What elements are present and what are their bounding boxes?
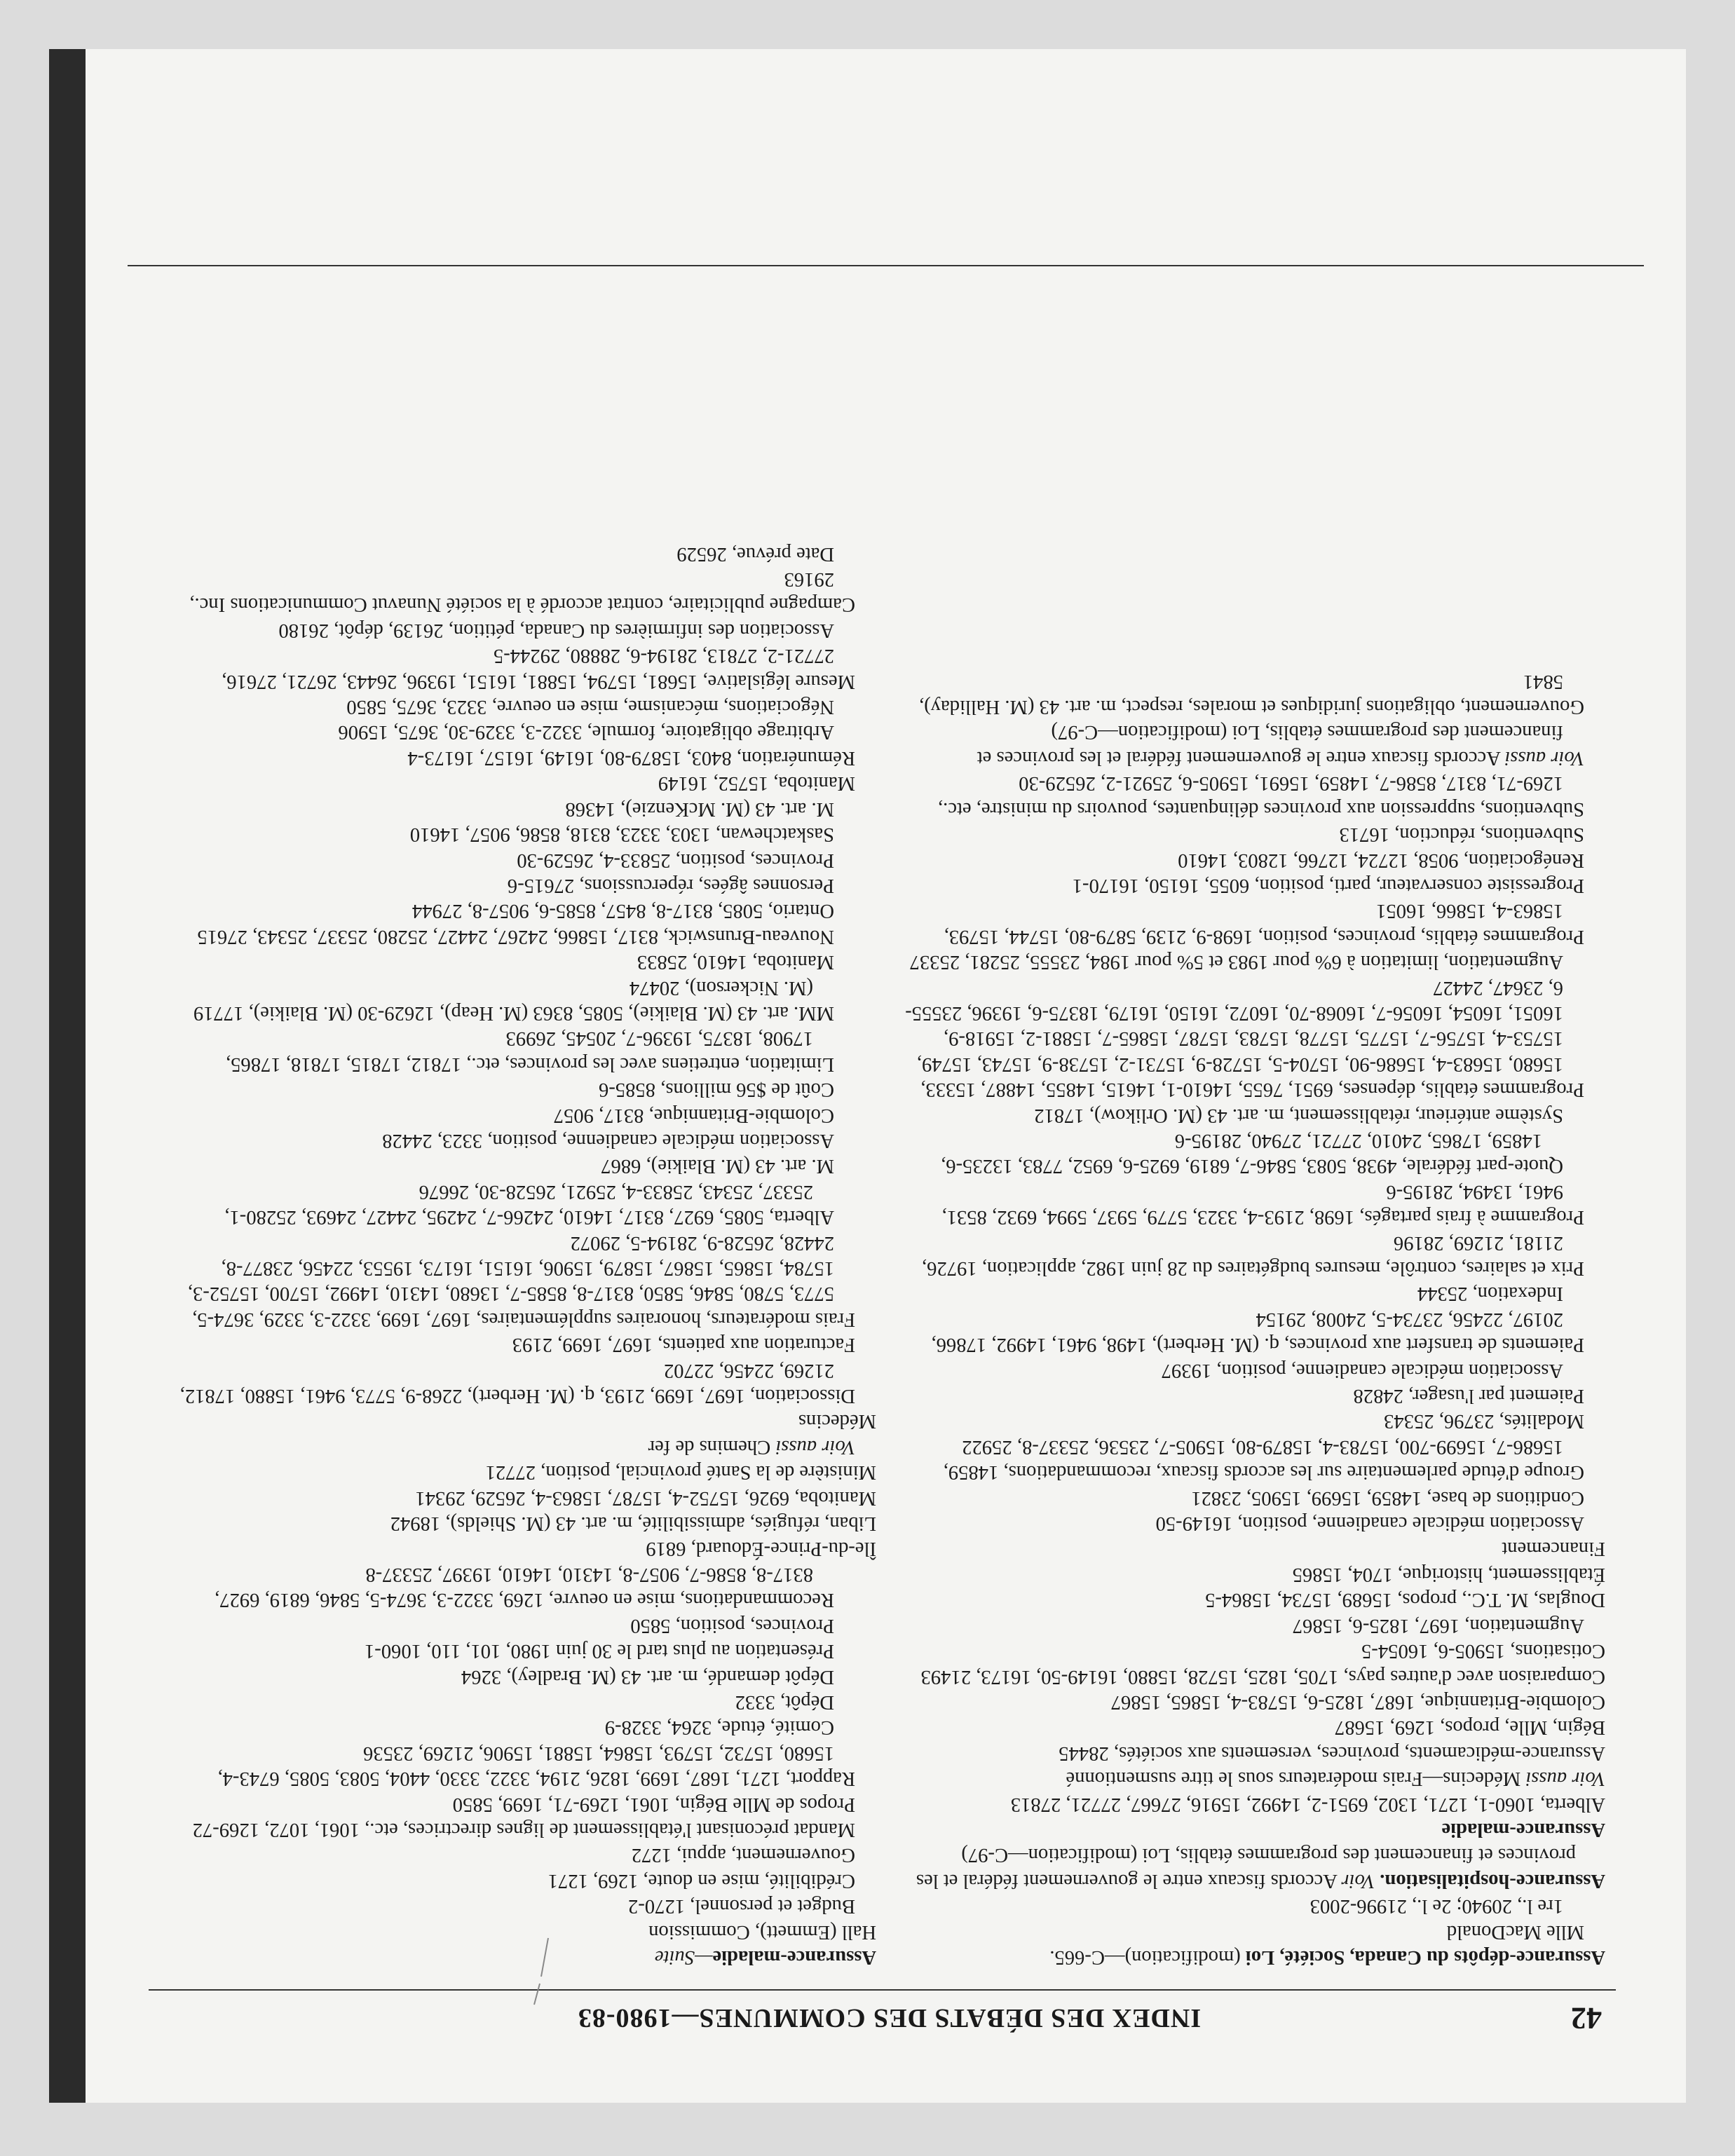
entry-text: Cotisations, 15905-6, 16054-5	[1361, 1640, 1605, 1663]
index-entry	[904, 949, 1605, 974]
entry-heading: Assurance-dépôts du Canada, Société, Loi	[1245, 1946, 1605, 1968]
entry-text: Prix et salaires, contrôle, mesures budgétaires du 28 juin 1982, application, 19726, 21181, 21269, 28196	[922, 1231, 1584, 1280]
entry-text: Comité, étude, 3264, 3328-9	[604, 1717, 834, 1739]
index-entry	[175, 566, 876, 618]
index-entry	[175, 1408, 876, 1433]
entry-text: Association médicale canadienne, position, 16149-50	[1155, 1513, 1584, 1535]
index-entry	[175, 923, 876, 948]
entry-text: Manitoba, 14610, 25833	[637, 951, 834, 974]
entry-text: Colombie-Britannique, 1687, 1825-6, 15783-4, 15865, 15867	[1110, 1691, 1605, 1713]
entry-text: Mesure législative, 15681, 15794, 15881, 16151, 19396, 26443, 26721, 27616, 27721-2, 27813, 28194-6, 28880, 29244-5	[222, 645, 855, 692]
index-entry	[175, 898, 876, 923]
entry-text: Association médicale canadienne, position, 3323, 24428	[382, 1130, 834, 1152]
entry-text: Nouveau-Brunswick, 8317, 15866, 24267, 24427, 25280, 25337, 25343, 27615	[197, 925, 834, 948]
entry-cross-reference: Voir aussi	[775, 1435, 855, 1458]
index-entry	[904, 1791, 1605, 1816]
entry-text: Manitoba, 15752, 16149	[658, 772, 855, 795]
index-entry	[904, 1817, 1605, 1842]
entry-text: Hall (Emmett), Commission	[648, 1920, 876, 1943]
entry-text: Programmes établis, dépenses, 6951, 7655, 14610-1, 14615, 14855, 14887, 15333, 15680, 15683-4, 15686-90, 15704-5, 15728-9, 15731-2, 15738-9, 15743, 15749, 15753-4, 15756-7, 15775, 15778, 15783, 15787, 15865-7, 15881-2, 15918-9, 16051, 16054, 16056-7, 16068-70, 16072, 16150, 16179, 18375-6, 19396, 23555-6, 23647, 24427	[905, 976, 1584, 1101]
entry-text: Augmentation, limitation à 6% pour 1983 et 5% pour 1984, 23555, 25281, 25337	[909, 951, 1563, 974]
index-entry	[175, 1178, 876, 1229]
index-entry	[175, 694, 876, 719]
entry-text: Accords fiscaux entre le gouvernement fédéral et les provinces et financement des programmes établis, Loi (modification—C-97)	[977, 721, 1563, 769]
index-entry	[904, 1178, 1605, 1229]
index-entry	[175, 1229, 876, 1332]
entry-text: Gouvernement, appui, 1272	[631, 1844, 855, 1867]
entry-text: Médecins	[798, 1410, 876, 1433]
index-entry	[904, 1485, 1605, 1510]
entry-text: Personnes âgées, répercussions, 27615-6	[507, 874, 834, 896]
entry-text: Frais modérateurs, honoraires supplémentaires, 1697, 1699, 3322-3, 3329, 3674-5, 5773, 5780, 5846, 5850, 8317-8, 8585-7, 13680, 14310, 14992, 15700, 15752-3, 15784, 15865, 15867, 15879, 15906, 16151, 16173, 19553, 22456, 23877-8, 24428, 26528-9, 28194-5, 29072	[187, 1231, 855, 1330]
entry-text: Mandat préconisant l'établissement de lignes directrices, etc., 1061, 1072, 1269-72	[192, 1818, 855, 1841]
entry-text: Mlle MacDonald	[1446, 1920, 1584, 1943]
index-entry	[175, 847, 876, 872]
entry-text: Alberta, 5085, 6927, 8317, 14610, 24266-7, 24295, 24427, 24693, 25280-1, 25337, 25343, 25833-4, 25921, 26528-30, 26676	[224, 1180, 834, 1229]
index-entry	[904, 1612, 1605, 1637]
index-entry	[904, 1944, 1605, 1970]
entry-text: Association des infirmières du Canada, pétition, 26139, dépôt, 26180	[278, 619, 834, 641]
entry-text: Crédibilité, mise en doute, 1269, 1271	[547, 1869, 855, 1892]
entry-text: Modalités, 23796, 25343	[1384, 1410, 1584, 1433]
index-entry	[904, 974, 1605, 1102]
index-entry	[904, 821, 1605, 847]
entry-text: Progressiste conservateur, parti, position, 6055, 16150, 16170-1	[1072, 874, 1584, 896]
index-entry	[904, 1433, 1605, 1485]
entry-cross-reference: Voir aussi	[1504, 746, 1584, 769]
entry-text: Établissement, historique, 1704, 15865	[1292, 1563, 1605, 1585]
index-entry	[175, 821, 876, 847]
index-entry	[175, 1510, 876, 1536]
index-entry	[175, 617, 876, 642]
entry-text: Douglas, M. T.C., propos, 15689, 15734, 15864-5	[1205, 1589, 1605, 1611]
entry-text: (modification)—C-665.	[1049, 1946, 1246, 1968]
entry-cross-reference: Voir aussi	[1525, 1768, 1605, 1790]
entry-text: M. art. 43 (M. McKenzie), 14368	[565, 798, 834, 820]
index-entry	[175, 974, 876, 1025]
index-entry	[904, 1128, 1605, 1179]
pencil-mark-icon	[520, 1935, 569, 2012]
index-entry	[175, 1714, 876, 1740]
entry-text: Négociations, mécanisme, mise en oeuvre, 3323, 3675, 5850	[346, 696, 834, 718]
index-entry	[904, 1740, 1605, 1765]
entry-text: Paiements de transfert aux provinces, q. (M. Herbert), 1498, 9461, 14992, 17866, 20197, 22456, 23734-5, 24008, 29154	[931, 1308, 1584, 1356]
index-entry	[175, 1102, 876, 1127]
index-entry	[904, 1689, 1605, 1714]
entry-text: Paiement par l'usager, 24828	[1353, 1385, 1584, 1407]
entry-text: Alberta, 1060-1, 1271, 1302, 6951-2, 14992, 15916, 27667, 27721, 27813	[1010, 1793, 1605, 1815]
index-entry	[175, 1562, 876, 1613]
index-entry	[175, 949, 876, 974]
left-index-column	[904, 280, 1605, 1970]
index-entry	[175, 1842, 876, 1867]
index-entry	[175, 1153, 876, 1178]
page-title: INDEX DES DÉBATS DES COMMUNES—1980-83	[577, 2003, 1202, 2033]
index-entry	[904, 668, 1605, 719]
entry-text: Bégin, Mlle, propos, 1269, 15687	[1334, 1717, 1605, 1739]
entry-text: Augmentation, 1697, 1825-6, 15867	[1292, 1614, 1584, 1637]
entry-text: Provinces, position, 5850	[630, 1614, 834, 1637]
entry-text: Budget et personnel, 1270-2	[628, 1895, 855, 1918]
entry-text: Subventions, suppression aux provinces délinquantes, pouvoirs du ministre, etc., 1269-71, 8317, 8586-7, 14859, 15691, 15905-6, 25921-2, 26529-30	[937, 772, 1584, 820]
entry-cross-reference: —Suite	[654, 1946, 713, 1968]
entry-text: Date prévue, 26529	[676, 543, 834, 565]
entry-text: Propos de Mlle Bégin, 1061, 1269-71, 1699, 5850	[452, 1793, 855, 1815]
index-entry	[904, 1842, 1605, 1893]
entry-text: Recommandations, mise en oeuvre, 1269, 3322-3, 3674-5, 5846, 6819, 6927, 8317-8, 8586-7, 9057-8, 14310, 14610, 19397, 25337-8	[215, 1563, 834, 1611]
index-entry	[904, 1663, 1605, 1688]
index-entry	[904, 847, 1605, 872]
header-rule	[149, 1989, 1616, 1991]
index-entry	[175, 1638, 876, 1663]
entry-text: Présentation au plus tard le 30 juin 1980, 101, 110, 1060-1	[364, 1640, 834, 1663]
index-entry	[175, 1791, 876, 1816]
index-entry	[175, 1817, 876, 1842]
index-entry	[904, 1562, 1605, 1587]
index-entry	[904, 1766, 1605, 1791]
entry-text: Liban, réfugiés, admissibilité, m. art. 43 (M. Shields), 18942	[390, 1513, 876, 1535]
footer-rule	[128, 265, 1644, 266]
index-entry	[175, 1689, 876, 1714]
rotated-page-content	[86, 49, 1686, 2103]
index-entry	[175, 1128, 876, 1153]
index-entry	[904, 770, 1605, 821]
entry-text: Groupe d'étude parlementaire sur les accords fiscaux, recommandations, 14859, 15686-7, 15699-700, 15783-4, 15879-80, 15905-7, 23536, 25337-8, 25922	[943, 1435, 1584, 1484]
index-entry	[904, 873, 1605, 898]
entry-text: 1re l., 20940; 2e l., 21996-2003	[1309, 1895, 1563, 1918]
entry-text: Chemins de fer	[648, 1435, 776, 1458]
index-entry	[904, 1510, 1605, 1536]
index-entry	[175, 719, 876, 744]
index-entry	[904, 1306, 1605, 1357]
right-index-column	[175, 280, 876, 1970]
entry-text: Rapport, 1271, 1687, 1699, 1826, 2194, 3322, 3330, 4404, 5083, 5085, 6743-4, 15680, 15732, 15793, 15864, 15881, 15906, 21269, 23536	[217, 1742, 855, 1790]
entry-text: MM. art. 43 (M. Blaikie), 5085, 8363 (M. Heap), 12629-30 (M. Blaikie), 17719 (M. Nickerson), 20474	[193, 976, 834, 1024]
scan-edge-shadow	[49, 49, 86, 2103]
index-entry	[904, 719, 1605, 770]
entry-text: Arbitrage obligatoire, formule, 3322-3, 3329-30, 3675, 15906	[338, 721, 834, 744]
entry-text: Manitoba, 6926, 15752-4, 15787, 15863-4, 26529, 29341	[415, 1487, 876, 1509]
entry-text: Renégociation, 9058, 12724, 12766, 12803, 14610	[1178, 849, 1584, 871]
entry-text: Île-du-Prince-Édouard, 6819	[646, 1538, 876, 1560]
entry-text: Dépôt demandé, m. art. 43 (M. Bradley), 3264	[461, 1665, 834, 1688]
entry-text: Campagne publicitaire, contrat accordé à la société Nunavut Communications Inc., 29163	[189, 568, 855, 616]
entry-text: Quote-part fédérale, 4938, 5083, 5846-7, 6819, 6925-6, 6952, 7783, 13235-6, 14859, 17865, 24010, 27721, 27940, 28195-6	[941, 1130, 1563, 1178]
entry-text: Conditions de base, 14859, 15699, 15905, 23821	[1191, 1487, 1584, 1509]
index-entry	[175, 1433, 876, 1459]
index-entry	[175, 643, 876, 694]
index-entry	[175, 796, 876, 821]
paper-sheet	[86, 49, 1686, 2103]
index-entry	[175, 1536, 876, 1561]
index-entry	[175, 540, 876, 566]
entry-heading: Assurance-maladie	[1441, 1818, 1605, 1841]
entry-text: Subventions, réduction, 16713	[1339, 824, 1584, 846]
entry-text: Provinces, position, 25833-4, 26529-30	[517, 849, 834, 871]
index-entry	[175, 1893, 876, 1918]
index-entry	[904, 1893, 1605, 1918]
entry-text: Association médicale canadienne, position, 19397	[1161, 1359, 1563, 1381]
entry-text: Ministère de la Santé provincial, position, 27721	[485, 1461, 876, 1484]
index-entry	[904, 1281, 1605, 1306]
index-entry	[175, 745, 876, 770]
index-entry	[904, 1638, 1605, 1663]
entry-text: Programme à frais partagés, 1698, 2193-4, 3323, 5779, 5937, 5994, 6932, 8531, 9461, 13494, 28195-6	[941, 1180, 1584, 1229]
index-entry	[175, 1612, 876, 1637]
entry-text: Colombie-Britannique, 8317, 9057	[553, 1104, 834, 1126]
entry-text: Indexation, 25344	[1417, 1283, 1563, 1305]
index-entry	[175, 1663, 876, 1688]
index-entry	[904, 898, 1605, 949]
index-entry	[904, 1229, 1605, 1281]
entry-text: Ontario, 5085, 8317-8, 8457, 8585-6, 9057-8, 27944	[411, 900, 834, 922]
page-header	[177, 1994, 1602, 2036]
entry-text: Financement	[1502, 1538, 1605, 1560]
page-number: 42	[1571, 2001, 1602, 2035]
index-entry	[175, 1740, 876, 1791]
entry-text: Programmes établis, provinces, position, 1698-9, 2139, 5879-80, 15744, 15793, 15863-4, 15866, 16051	[944, 900, 1584, 948]
index-entry	[904, 1357, 1605, 1382]
index-entry	[904, 1918, 1605, 1944]
entry-text: Dépôt, 3332	[735, 1691, 834, 1713]
index-entry	[904, 1408, 1605, 1433]
index-entry	[175, 770, 876, 796]
entry-text: Médecins—Frais modérateurs sous le titre susmentionné	[1066, 1768, 1526, 1790]
index-entry	[175, 1867, 876, 1892]
index-entry	[175, 1025, 876, 1077]
index-entry	[904, 1102, 1605, 1127]
index-entry	[904, 1714, 1605, 1740]
index-entry	[175, 1077, 876, 1102]
index-entry	[175, 873, 876, 898]
entry-text: Assurance-médicaments, provinces, versements aux sociétés, 28445	[1059, 1742, 1605, 1764]
index-entry	[904, 1536, 1605, 1561]
entry-text: M. art. 43 (M. Blaikie), 6867	[601, 1155, 834, 1178]
entry-text: Accords fiscaux entre le gouvernement fédéral et les provinces et financement des programmes établis, Loi (modification—C-97)	[916, 1844, 1576, 1892]
index-entry	[904, 1587, 1605, 1612]
index-entry	[904, 1383, 1605, 1408]
index-entry	[175, 1459, 876, 1485]
entry-heading: Assurance-hospitalisation.	[1380, 1869, 1605, 1892]
index-entry	[175, 1332, 876, 1357]
entry-text: Rémunération, 8403, 15879-80, 16149, 16157, 16173-4	[407, 746, 855, 769]
entry-text: Comparaison avec d'autres pays, 1705, 1825, 15728, 15880, 16149-50, 16173, 21493	[920, 1665, 1605, 1688]
entry-text: Facturation aux patients, 1697, 1699, 2193	[512, 1334, 855, 1356]
entry-text: Limitation, entretiens avec les provinces, etc., 17812, 17815, 17818, 17865, 17908, 18375, 19396-7, 20545, 26993	[226, 1028, 834, 1075]
entry-text: Dissociation, 1697, 1699, 2193, q. (M. Herbert), 2268-9, 5773, 9461, 15880, 17812, 21269, 22456, 22702	[179, 1359, 855, 1407]
entry-cross-reference: Voir	[1341, 1869, 1380, 1892]
entry-text: Coût de $56 millions, 8585-6	[599, 1079, 834, 1101]
entry-text: Saskatchewan, 1303, 3323, 8318, 8586, 9057, 14610	[409, 824, 834, 846]
entry-text: Gouvernement, obligations juridiques et morales, respect, m. art. 43 (M. Halliday), 5841	[919, 670, 1584, 718]
entry-text: Système antérieur, rétablissement, m. art. 43 (M. Orlikow), 17812	[1034, 1104, 1563, 1126]
entry-heading: Assurance-maladie	[712, 1946, 876, 1968]
index-entry	[175, 1357, 876, 1408]
index-entry	[175, 1485, 876, 1510]
